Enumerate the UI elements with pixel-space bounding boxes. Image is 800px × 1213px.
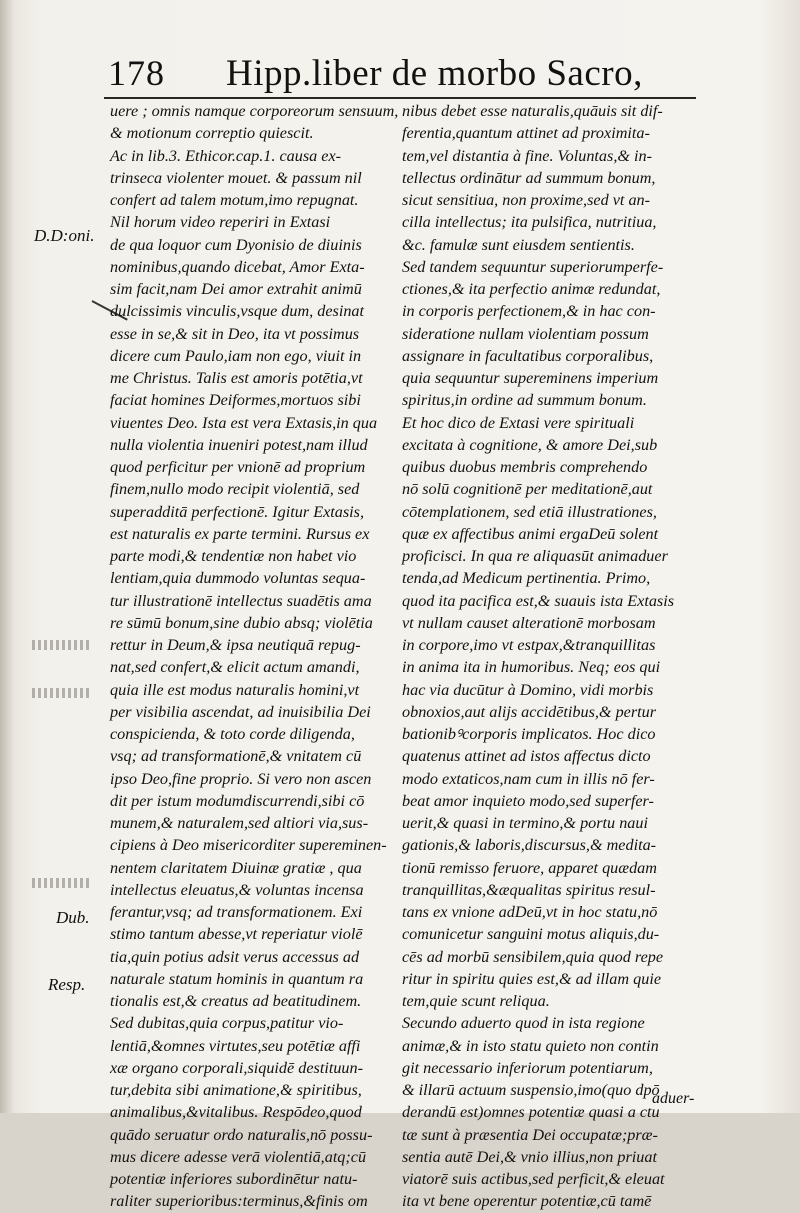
text-line: conspicienda, & toto corde diligenda, — [110, 725, 355, 743]
text-line: in corpore,imo vt estpax,&tranquillitas — [402, 636, 656, 654]
text-line: viatorē suis actibus,sed perficit,& eleuat — [402, 1170, 665, 1188]
text-line: trinseca violenter mouet. & passum nil — [110, 168, 362, 187]
text-line: dit per istum modumdiscurrendi,sibi cō — [110, 791, 365, 810]
text-line: sicut sensitiua, non proxime,sed vt an- — [402, 191, 651, 209]
text-line: bationibꝰcorporis implicatos. Hoc dico — [402, 725, 656, 743]
left-text-column — [110, 100, 402, 1213]
text-line: ita vt bene operentur potentiæ,cū tamē — [402, 1192, 652, 1211]
right-text-column — [402, 100, 702, 1213]
text-line: quibus duobus membris comprehendo — [402, 458, 648, 476]
page-number: 178 — [108, 53, 165, 93]
text-line: mus dicere adesse verā violentiā,atq;cū — [110, 1147, 367, 1166]
text-line: vt nullam causet alterationē morbosam — [402, 613, 656, 632]
text-line: de qua loquor cum Dyonisio de diuinis — [110, 235, 362, 254]
text-line: tionalis est,& creatus ad beatitudinem. — [110, 992, 362, 1010]
text-line: est naturalis ex parte termini. Rursus ex — [110, 524, 370, 543]
text-line: animalibus,&vitalibus. Respōdeo,quod — [110, 1103, 362, 1122]
text-line: ipso Deo,fine proprio. Si vero non ascen — [110, 769, 372, 788]
margin-note-responsio: Resp. — [48, 975, 86, 994]
text-line: assignare in facultatibus corporalibus, — [402, 346, 654, 365]
text-line: quia ille est modus naturalis homini,vt — [110, 680, 360, 699]
page-header — [108, 52, 728, 98]
bleed-through-mark — [32, 688, 92, 698]
text-line: nentem claritatem Diuinæ gratiæ , qua — [110, 858, 362, 877]
margin-note-dionysius: D.D:oni. — [34, 226, 95, 245]
text-line: tem,quie scunt reliqua. — [402, 992, 550, 1010]
text-line: git necessario inferiorum potentiarum, — [402, 1058, 653, 1077]
text-line: beat amor inquieto modo,sed superfer- — [402, 791, 654, 810]
text-line: dulcissimis vinculis,vsque dum, desinat — [110, 302, 365, 321]
text-line: proficisci. In qua re aliquasūt animaduer — [402, 547, 668, 565]
text-line: derandū est)omnes potentiæ quasi a ctu — [402, 1103, 660, 1122]
text-line: cilla intellectus; ita pulsifica, nutritiua, — [402, 213, 657, 232]
text-line: Sed dubitas,quia corpus,patitur vio- — [110, 1014, 344, 1033]
text-line: nulla violentia inueniri potest,nam illud — [110, 435, 368, 454]
text-line: faciat homines Deiformes,mortuos sibi — [110, 391, 361, 410]
text-line: lentiam,quia dummodo voluntas sequa- — [110, 569, 366, 588]
text-line: ferantur,vsq; ad transformationem. Exi — [110, 903, 363, 921]
text-line: quod perficitur per vnionē ad proprium — [110, 458, 366, 476]
bleed-through-mark — [32, 640, 92, 650]
text-line: in anima ita in humoribus. Neq; eos qui — [402, 658, 661, 677]
text-line: tia,quin potius adsit verus accessus ad — [110, 947, 360, 966]
text-line: excitata à cognitione, & amore Dei,sub — [402, 435, 658, 454]
text-line: tæ sunt à præsentia Dei occupatæ;præ- — [402, 1125, 658, 1144]
text-line: cipiens à Deo misericorditer supereminen- — [110, 836, 387, 855]
text-line: comunicetur sanguini motus aliquis,du- — [402, 925, 660, 944]
text-line: nibus debet esse naturalis,quāuis sit dif- — [402, 102, 663, 120]
text-line: stimo tantum abesse,vt reperiatur violē — [110, 925, 363, 944]
text-line: Ac in lib.3. Ethicor.cap.1. causa ex- — [110, 146, 342, 165]
text-line: parte modi,& tendentiæ non habet vio — [110, 547, 357, 565]
text-line: superadditā perfectionē. Igitur Extasis, — [110, 502, 365, 521]
text-line: viuentes Deo. Ista est vera Extasis,in qua — [110, 413, 378, 432]
text-line: gationis,& laboris,discursus,& medita- — [402, 836, 657, 855]
text-line: ritur in spiritu quies est,& ad illam quie — [402, 969, 662, 988]
text-line: Sed tandem sequuntur superiorumperfe- — [402, 257, 664, 276]
text-line: animæ,& in isto statu quieto non contin — [402, 1036, 659, 1055]
text-line: cēs ad morbū sensibilem,quia quod repe — [402, 947, 664, 966]
text-line: Et hoc dico de Extasi vere spirituali — [402, 413, 635, 432]
text-line: tenda,ad Medicum pertinentia. Primo, — [402, 569, 651, 588]
text-line: intellectus eleuatus,& voluntas incensa — [110, 880, 364, 899]
text-line: modo extaticos,nam cum in illis nō fer- — [402, 769, 655, 788]
text-line: Secundo aduerto quod in ista regione — [402, 1014, 645, 1033]
text-line: ctiones,& ita perfectio animæ redundat, — [402, 280, 661, 298]
text-line: dicere cum Paulo,iam non ego, viuit in — [110, 346, 362, 365]
text-line: finem,nullo modo recipit violentiā, sed — [110, 480, 360, 499]
text-line: munem,& naturalem,sed altiori via,sus- — [110, 814, 369, 832]
text-line: quod ita pacifica est,& suauis ista Extasis — [402, 591, 675, 610]
text-line: potentiæ inferiores subordinētur natu- — [110, 1170, 358, 1188]
text-line: &c. famulæ sunt eiusdem sentientis. — [402, 235, 635, 254]
text-line: tur,debita sibi animatione,& spiritibus, — [110, 1081, 362, 1099]
text-line: spiritus,in ordine ad summum bonum. — [402, 391, 647, 410]
text-line: re sūmū bonum,sine dubio absq; violētia — [110, 613, 373, 632]
text-line: obnoxios,aut alijs accidētibus,& pertur — [402, 702, 657, 721]
bleed-through-mark — [32, 878, 92, 888]
catchword: aduer- — [652, 1090, 695, 1107]
text-line: quia sequuntur supereminens imperium — [402, 369, 659, 387]
text-line: & illarū actuum suspensio,imo(quo dpō — [402, 1081, 660, 1099]
text-line: sim facit,nam Dei amor extrahit animū — [110, 280, 362, 298]
text-line: raliter superioribus:terminus,&finis om — [110, 1192, 368, 1211]
text-line: cōtemplationem, sed etiā illustrationes, — [402, 502, 657, 521]
text-line: hac via ducūtur à Domino, vidi morbis — [402, 680, 654, 699]
text-line: esse in se,& sit in Deo, ita vt possimus — [110, 324, 360, 343]
text-line: rettur in Deum,& ipsa neutiquā repug- — [110, 636, 361, 654]
text-line: sideratione nullam violentiam possum — [402, 324, 649, 343]
text-line: naturale statum hominis in quantum ra — [110, 969, 364, 988]
text-line: tellectus ordinātur ad summum bonum, — [402, 168, 656, 187]
text-line: tem,vel distantia à fine. Voluntas,& in- — [402, 146, 652, 165]
text-line: per visibilia ascendat, ad inuisibilia Dei — [110, 702, 371, 721]
text-line: me Christus. Talis est amoris potētia,vt — [110, 369, 363, 387]
text-line: quæ ex affectibus animi ergaDeū solent — [402, 524, 659, 543]
text-line: nominibus,quando dicebat, Amor Exta- — [110, 257, 365, 276]
text-line: lentiā,&omnes virtutes,seu potētiæ affi — [110, 1036, 361, 1055]
margin-note-dubitatio: Dub. — [56, 908, 90, 927]
text-line: sentia autē Dei,& vnio illius,non priuat — [402, 1147, 657, 1166]
text-line: xæ organo corporali,siquidē destituun- — [110, 1058, 363, 1077]
text-line: nō solū cognitionē per meditationē,aut — [402, 480, 653, 499]
text-line: & motionum correptio quiescit. — [110, 124, 314, 143]
text-line: confert ad talem motum,imo repugnat. — [110, 191, 359, 209]
text-line: quādo seruatur ordo naturalis,nō possu- — [110, 1125, 373, 1144]
text-line: Nil horum video reperiri in Extasi — [110, 213, 331, 232]
text-line: nat,sed confert,& elicit actum amandi, — [110, 658, 360, 677]
text-line: uere ; omnis namque corporeorum sensuum, — [110, 102, 399, 120]
header-rule — [104, 97, 696, 99]
text-line: uerit,& quasi in termino,& portu naui — [402, 814, 648, 832]
text-line: tionū remisso feruore, apparet quædam — [402, 858, 657, 877]
text-line: tranquillitas,&æqualitas spiritus resul- — [402, 880, 656, 899]
text-line: quatenus attinet ad istos affectus dicto — [402, 747, 651, 766]
text-line: ferentia,quantum attinet ad proximita- — [402, 124, 650, 143]
text-line: vsq; ad transformationē,& vnitatem cū — [110, 747, 362, 766]
running-title: Hipp.liber de morbo Sacro, — [226, 53, 643, 94]
text-line: in corporis perfectionem,& in hac con- — [402, 302, 656, 321]
text-line: tans ex vnione adDeū,vt in hoc statu,nō — [402, 903, 658, 921]
text-line: tur illustrationē intellectus suadētis ama — [110, 591, 372, 610]
